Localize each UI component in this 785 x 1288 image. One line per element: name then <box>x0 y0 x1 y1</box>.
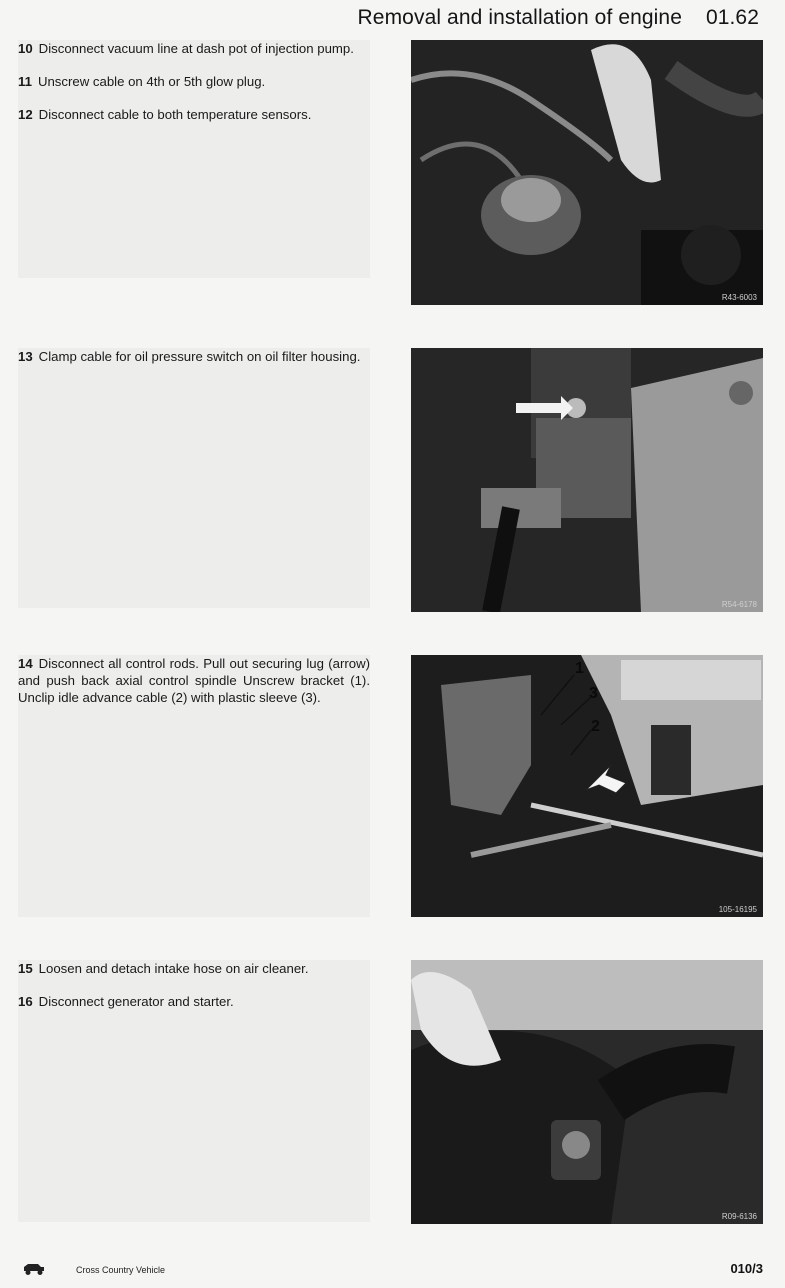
engine-photo-4 <box>411 960 763 1224</box>
photo-injection-pump <box>411 40 763 305</box>
footer-vehicle-type: Cross Country Vehicle <box>76 1265 166 1275</box>
engine-photo-2 <box>411 348 763 612</box>
text-block-4 <box>18 960 370 1222</box>
step-14: 14 Disconnect all control rods. Pull out securing lug (arrow) and push back axial control spindle Unscrew bracket (1). Unclip idle advance cable (2) with plastic sleeve (3). <box>18 656 370 705</box>
text-block-2 <box>18 348 370 608</box>
page-header <box>358 6 759 30</box>
photo-ref-3: 105-16195 <box>718 905 757 914</box>
photo-ref-1: R43-6003 <box>721 293 757 302</box>
callout-3: 3 <box>589 685 598 702</box>
step-11: 11 Unscrew cable on 4th or 5th glow plug. <box>18 74 266 89</box>
photo-ref-2: R54-6178 <box>721 600 757 609</box>
engine-photo-3 <box>411 655 763 917</box>
text-block-3 <box>18 655 370 917</box>
photo-control-rods <box>411 655 763 917</box>
step-15: 15 Loosen and detach intake hose on air cleaner. <box>18 961 309 976</box>
section-number: 01.62 <box>705 6 759 29</box>
callout-1: 1 <box>575 660 584 677</box>
photo-oil-filter <box>411 348 763 612</box>
photo-air-cleaner <box>411 960 763 1224</box>
text-block-1 <box>18 40 370 278</box>
page-number: 010/3 <box>730 1261 763 1276</box>
engine-photo-1 <box>411 40 763 305</box>
callout-2: 2 <box>591 718 600 735</box>
vehicle-icon <box>22 1262 46 1276</box>
photo-ref-4: R09-6136 <box>721 1212 757 1221</box>
step-12: 12 Disconnect cable to both temperature sensors. <box>18 107 312 122</box>
step-13: 13 Clamp cable for oil pressure switch on oil filter housing. <box>18 349 361 364</box>
step-10: 10 Disconnect vacuum line at dash pot of injection pump. <box>18 41 354 56</box>
page-title: Removal and installation of engine <box>357 6 682 29</box>
step-16: 16 Disconnect generator and starter. <box>18 994 234 1009</box>
